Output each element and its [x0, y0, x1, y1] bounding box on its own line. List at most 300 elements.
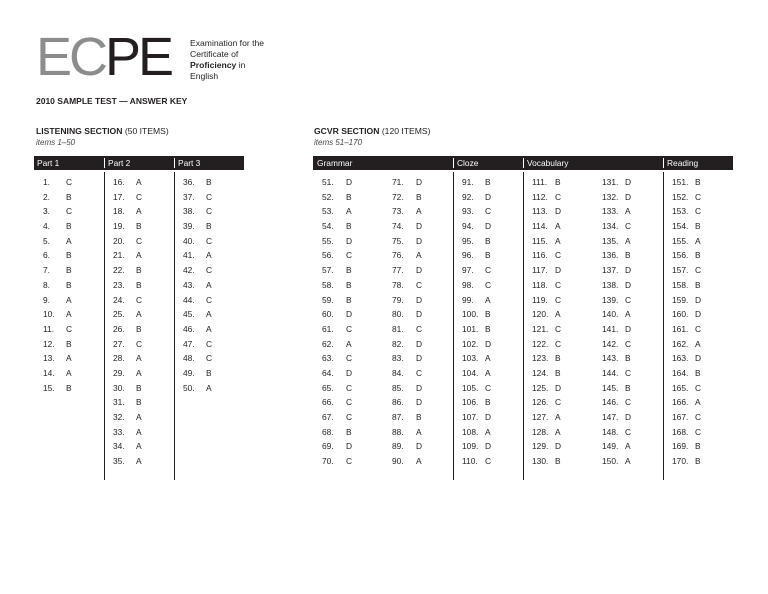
answer-letter: D: [555, 206, 562, 217]
answer-row: [462, 234, 491, 249]
question-number: 151.: [672, 177, 689, 187]
answer-letter: A: [136, 426, 142, 437]
answer-row: [392, 293, 423, 308]
column-divider: [663, 172, 664, 480]
question-number: 40.: [183, 235, 195, 246]
tagline-line-1: Examination for the: [190, 38, 265, 48]
answer-row: [532, 337, 562, 352]
answer-row: [532, 307, 561, 322]
answer-row: [462, 337, 492, 352]
answer-letter: B: [136, 265, 142, 276]
question-number: 25.: [113, 309, 125, 320]
answer-row: [462, 395, 491, 410]
answer-row: [113, 175, 142, 190]
question-number: 153.: [672, 206, 689, 217]
answer-letter: A: [136, 309, 142, 320]
question-number: 107.: [462, 412, 479, 422]
answer-letter: C: [136, 294, 143, 305]
question-number: 34.: [113, 441, 125, 452]
question-number: 67.: [322, 412, 334, 422]
answer-letter: C: [206, 353, 213, 364]
question-number: 5.: [43, 235, 50, 246]
answer-row: [392, 351, 423, 366]
question-number: 92.: [462, 191, 474, 202]
answer-letter: B: [66, 265, 72, 276]
answer-letter: C: [136, 235, 143, 246]
answer-row: [462, 439, 492, 454]
answer-letter: B: [485, 309, 491, 320]
answer-letter: A: [136, 177, 142, 187]
answer-letter: A: [416, 456, 422, 467]
answer-letter: C: [206, 235, 213, 246]
answer-row: [532, 175, 561, 190]
answer-row: [322, 366, 353, 381]
answer-letter: C: [485, 456, 492, 467]
question-number: 69.: [322, 441, 334, 452]
question-number: 155.: [672, 235, 689, 246]
answer-row: [322, 248, 353, 263]
question-number: 99.: [462, 294, 474, 305]
answer-letter: C: [416, 367, 423, 378]
answer-row: [43, 293, 72, 308]
answer-row: [392, 366, 423, 381]
question-number: 83.: [392, 353, 404, 364]
question-number: 79.: [392, 294, 404, 305]
question-number: 98.: [462, 279, 474, 290]
answer-letter: A: [695, 235, 701, 246]
answer-row: [43, 366, 72, 381]
answer-row: [602, 263, 632, 278]
question-number: 167.: [672, 412, 689, 422]
answer-row: [602, 337, 632, 352]
answer-letter: B: [485, 177, 491, 187]
question-number: 61.: [322, 323, 334, 334]
answer-letter: A: [66, 235, 72, 246]
answer-row: [43, 204, 73, 219]
answer-row: [113, 219, 142, 234]
part-3-answers: [183, 175, 213, 395]
answer-letter: C: [625, 426, 632, 437]
question-number: 112.: [532, 191, 548, 202]
question-number: 128.: [532, 426, 549, 437]
answer-row: [392, 248, 422, 263]
answer-letter: B: [346, 294, 352, 305]
answer-row: [602, 366, 632, 381]
question-number: 63.: [322, 353, 334, 364]
answer-letter: B: [206, 177, 212, 187]
answer-row: [462, 175, 491, 190]
answer-letter: C: [695, 426, 702, 437]
answer-letter: A: [206, 279, 212, 290]
part-1-answers: [43, 175, 73, 395]
answer-letter: C: [485, 206, 492, 217]
question-number: 2.: [43, 191, 50, 202]
answer-row: [43, 278, 72, 293]
answer-row: [672, 293, 702, 308]
vocabulary-answers-col-2: [602, 175, 632, 469]
answer-row: [322, 263, 352, 278]
answer-row: [462, 351, 491, 366]
answer-letter: B: [346, 279, 352, 290]
answer-letter: A: [66, 294, 72, 305]
answer-letter: C: [346, 412, 353, 422]
vocabulary-answers-col-1: [532, 175, 562, 469]
answer-row: [602, 322, 632, 337]
question-number: 66.: [322, 397, 334, 408]
question-number: 120.: [532, 309, 549, 320]
question-number: 130.: [532, 456, 549, 467]
part-3-header: Part 3: [178, 158, 201, 168]
question-number: 123.: [532, 353, 549, 364]
answer-row: [532, 263, 562, 278]
answer-row: [462, 263, 492, 278]
question-number: 53.: [322, 206, 334, 217]
answer-row: [113, 190, 143, 205]
answer-letter: D: [485, 191, 492, 202]
answer-row: [392, 454, 422, 469]
answer-row: [602, 410, 632, 425]
question-number: 62.: [322, 338, 334, 349]
vocabulary-header: Vocabulary: [527, 158, 569, 168]
question-number: 72.: [392, 191, 404, 202]
tagline-line-2: Certificate of: [190, 49, 239, 59]
answer-letter: A: [555, 221, 561, 232]
answer-letter: A: [695, 397, 701, 408]
question-number: 170.: [672, 456, 689, 467]
question-number: 12.: [43, 338, 55, 349]
answer-letter: A: [136, 412, 142, 422]
question-number: 158.: [672, 279, 689, 290]
question-number: 32.: [113, 412, 125, 422]
answer-row: [113, 204, 142, 219]
answer-row: [672, 278, 701, 293]
question-number: 57.: [322, 265, 334, 276]
question-number: 95.: [462, 235, 474, 246]
answer-row: [672, 425, 702, 440]
answer-row: [392, 395, 423, 410]
question-number: 33.: [113, 426, 125, 437]
answer-letter: C: [346, 353, 353, 364]
answer-letter: D: [695, 353, 702, 364]
answer-letter: D: [416, 309, 423, 320]
answer-row: [113, 307, 142, 322]
column-divider: [453, 172, 454, 480]
answer-letter: C: [346, 456, 353, 467]
question-number: 68.: [322, 426, 334, 437]
question-number: 4.: [43, 221, 50, 232]
question-number: 51.: [322, 177, 334, 187]
answer-row: [602, 175, 632, 190]
answer-row: [462, 293, 491, 308]
question-number: 73.: [392, 206, 404, 217]
answer-row: [532, 204, 562, 219]
answer-letter: B: [66, 279, 72, 290]
answer-row: [43, 263, 72, 278]
question-number: 76.: [392, 250, 404, 261]
cloze-header: Cloze: [457, 158, 479, 168]
answer-row: [183, 307, 212, 322]
answer-letter: C: [485, 279, 492, 290]
answer-row: [183, 337, 213, 352]
answer-row: [113, 322, 142, 337]
answer-letter: A: [416, 206, 422, 217]
question-number: 144.: [602, 367, 619, 378]
question-number: 163.: [672, 353, 689, 364]
answer-letter: B: [66, 191, 72, 202]
question-number: 22.: [113, 265, 125, 276]
answer-row: [532, 425, 561, 440]
question-number: 44.: [183, 294, 195, 305]
answer-letter: C: [346, 397, 353, 408]
answer-letter: D: [346, 367, 353, 378]
answer-letter: D: [416, 265, 423, 276]
answer-row: [183, 293, 213, 308]
question-number: 38.: [183, 206, 195, 217]
answer-letter: C: [346, 323, 353, 334]
question-number: 82.: [392, 338, 404, 349]
answer-letter: B: [66, 338, 72, 349]
question-number: 30.: [113, 382, 125, 393]
answer-letter: A: [625, 235, 631, 246]
question-number: 7.: [43, 265, 50, 276]
answer-letter: B: [346, 221, 352, 232]
answer-row: [183, 263, 213, 278]
answer-row: [322, 351, 353, 366]
question-number: 135.: [602, 235, 619, 246]
answer-letter: C: [66, 177, 73, 187]
answer-letter: D: [416, 294, 423, 305]
tagline-line-4: English: [190, 71, 219, 81]
question-number: 55.: [322, 235, 334, 246]
listening-section-name: LISTENING SECTION: [36, 126, 123, 136]
answer-letter: B: [695, 250, 701, 261]
answer-row: [602, 248, 631, 263]
question-number: 116.: [532, 250, 548, 261]
tagline-bold: Proficiency: [190, 60, 237, 70]
question-number: 3.: [43, 206, 50, 217]
answer-letter: A: [136, 367, 142, 378]
answer-letter: C: [206, 265, 213, 276]
answer-letter: C: [416, 279, 423, 290]
question-number: 169.: [672, 441, 689, 452]
answer-letter: C: [346, 250, 353, 261]
answer-row: [532, 454, 561, 469]
logo-letters-dark: PE: [105, 27, 172, 87]
answer-row: [43, 381, 72, 396]
answer-letter: C: [695, 412, 702, 422]
answer-row: [462, 278, 492, 293]
question-number: 70.: [322, 456, 334, 467]
question-number: 110.: [462, 456, 478, 467]
answer-letter: B: [136, 279, 142, 290]
question-number: 139.: [602, 294, 619, 305]
answer-row: [322, 204, 352, 219]
answer-row: [113, 278, 142, 293]
answer-row: [113, 410, 142, 425]
answer-row: [602, 425, 632, 440]
answer-letter: A: [555, 426, 561, 437]
question-number: 85.: [392, 382, 404, 393]
question-number: 136.: [602, 250, 619, 261]
question-number: 19.: [113, 221, 125, 232]
answer-row: [672, 248, 701, 263]
answer-letter: A: [416, 426, 422, 437]
answer-letter: B: [66, 382, 72, 393]
question-number: 152.: [672, 191, 689, 202]
question-number: 56.: [322, 250, 334, 261]
answer-row: [113, 395, 142, 410]
answer-letter: A: [136, 441, 142, 452]
question-number: 164.: [672, 367, 689, 378]
answer-letter: C: [625, 367, 632, 378]
question-number: 16.: [113, 177, 125, 187]
answer-letter: C: [625, 397, 632, 408]
answer-row: [462, 307, 491, 322]
question-number: 28.: [113, 353, 125, 364]
part-2-answers: [113, 175, 143, 469]
answer-letter: C: [206, 206, 213, 217]
answer-letter: C: [625, 338, 632, 349]
question-number: 35.: [113, 456, 125, 467]
answer-row: [672, 204, 702, 219]
answer-row: [113, 425, 142, 440]
question-number: 1.: [43, 177, 50, 187]
answer-letter: D: [416, 338, 423, 349]
answer-row: [322, 410, 353, 425]
answer-letter: C: [66, 323, 73, 334]
answer-row: [322, 395, 353, 410]
answer-letter: A: [136, 353, 142, 364]
question-number: 11.: [43, 323, 55, 334]
answer-row: [322, 293, 352, 308]
answer-row: [672, 337, 701, 352]
question-number: 18.: [113, 206, 125, 217]
answer-row: [322, 278, 352, 293]
answer-row: [602, 454, 631, 469]
answer-letter: A: [485, 367, 491, 378]
question-number: 101.: [462, 323, 479, 334]
tagline-line-3: [190, 60, 264, 71]
answer-letter: C: [485, 265, 492, 276]
answer-letter: D: [416, 397, 423, 408]
answer-row: [532, 366, 561, 381]
answer-row: [322, 454, 353, 469]
question-number: 148.: [602, 426, 619, 437]
answer-letter: C: [555, 250, 562, 261]
answer-row: [602, 395, 632, 410]
answer-letter: C: [416, 323, 423, 334]
question-number: 31.: [113, 397, 125, 408]
answer-row: [322, 322, 353, 337]
answer-letter: C: [206, 338, 213, 349]
answer-row: [322, 425, 352, 440]
question-number: 106.: [462, 397, 479, 408]
question-number: 88.: [392, 426, 404, 437]
question-number: 118.: [532, 279, 548, 290]
answer-row: [183, 190, 213, 205]
answer-row: [462, 248, 491, 263]
answer-row: [462, 454, 492, 469]
question-number: 17.: [113, 191, 125, 202]
answer-letter: B: [695, 367, 701, 378]
part-1-header: Part 1: [37, 158, 60, 168]
answer-letter: A: [136, 250, 142, 261]
answer-row: [532, 190, 562, 205]
answer-row: [462, 204, 492, 219]
answer-letter: D: [416, 235, 423, 246]
question-number: 96.: [462, 250, 474, 261]
answer-letter: B: [555, 353, 561, 364]
question-number: 150.: [602, 456, 619, 467]
question-number: 64.: [322, 367, 334, 378]
answer-letter: D: [346, 177, 353, 187]
answer-letter: B: [695, 221, 701, 232]
answer-letter: B: [485, 250, 491, 261]
question-number: 58.: [322, 279, 334, 290]
question-number: 165.: [672, 382, 689, 393]
answer-letter: C: [695, 265, 702, 276]
answer-row: [43, 190, 72, 205]
question-number: 21.: [113, 250, 125, 261]
listening-section-heading: [36, 126, 169, 136]
question-number: 6.: [43, 250, 50, 261]
question-number: 103.: [462, 353, 479, 364]
answer-row: [113, 454, 142, 469]
answer-row: [113, 337, 143, 352]
answer-row: [532, 293, 562, 308]
answer-row: [113, 248, 142, 263]
answer-row: [43, 351, 72, 366]
answer-row: [672, 190, 702, 205]
answer-letter: C: [66, 206, 73, 217]
answer-row: [113, 234, 143, 249]
answer-row: [672, 395, 701, 410]
question-number: 81.: [392, 323, 404, 334]
question-number: 27.: [113, 338, 125, 349]
question-number: 52.: [322, 191, 334, 202]
answer-row: [672, 322, 702, 337]
answer-row: [183, 381, 212, 396]
answer-row: [532, 322, 562, 337]
answer-letter: B: [555, 177, 561, 187]
question-number: 138.: [602, 279, 619, 290]
answer-letter: A: [206, 323, 212, 334]
question-number: 145.: [602, 382, 619, 393]
grammar-header: Grammar: [317, 158, 353, 168]
answer-letter: B: [416, 412, 422, 422]
question-number: 122.: [532, 338, 549, 349]
answer-letter: B: [136, 221, 142, 232]
answer-row: [322, 234, 353, 249]
answer-letter: A: [555, 412, 561, 422]
answer-letter: B: [66, 221, 72, 232]
question-number: 160.: [672, 309, 689, 320]
listening-items-range: items 1–50: [36, 138, 76, 147]
question-number: 93.: [462, 206, 474, 217]
grammar-answers-col-2: [392, 175, 423, 469]
answer-row: [183, 175, 212, 190]
answer-letter: D: [625, 279, 632, 290]
answer-letter: D: [555, 441, 562, 452]
answer-letter: B: [346, 265, 352, 276]
answer-letter: D: [416, 221, 423, 232]
cloze-answers: [462, 175, 492, 469]
question-number: 13.: [43, 353, 55, 364]
question-number: 109.: [462, 441, 479, 452]
question-number: 111.: [532, 177, 548, 187]
gcvr-section-name: GCVR SECTION: [314, 126, 380, 136]
answer-letter: D: [346, 235, 353, 246]
